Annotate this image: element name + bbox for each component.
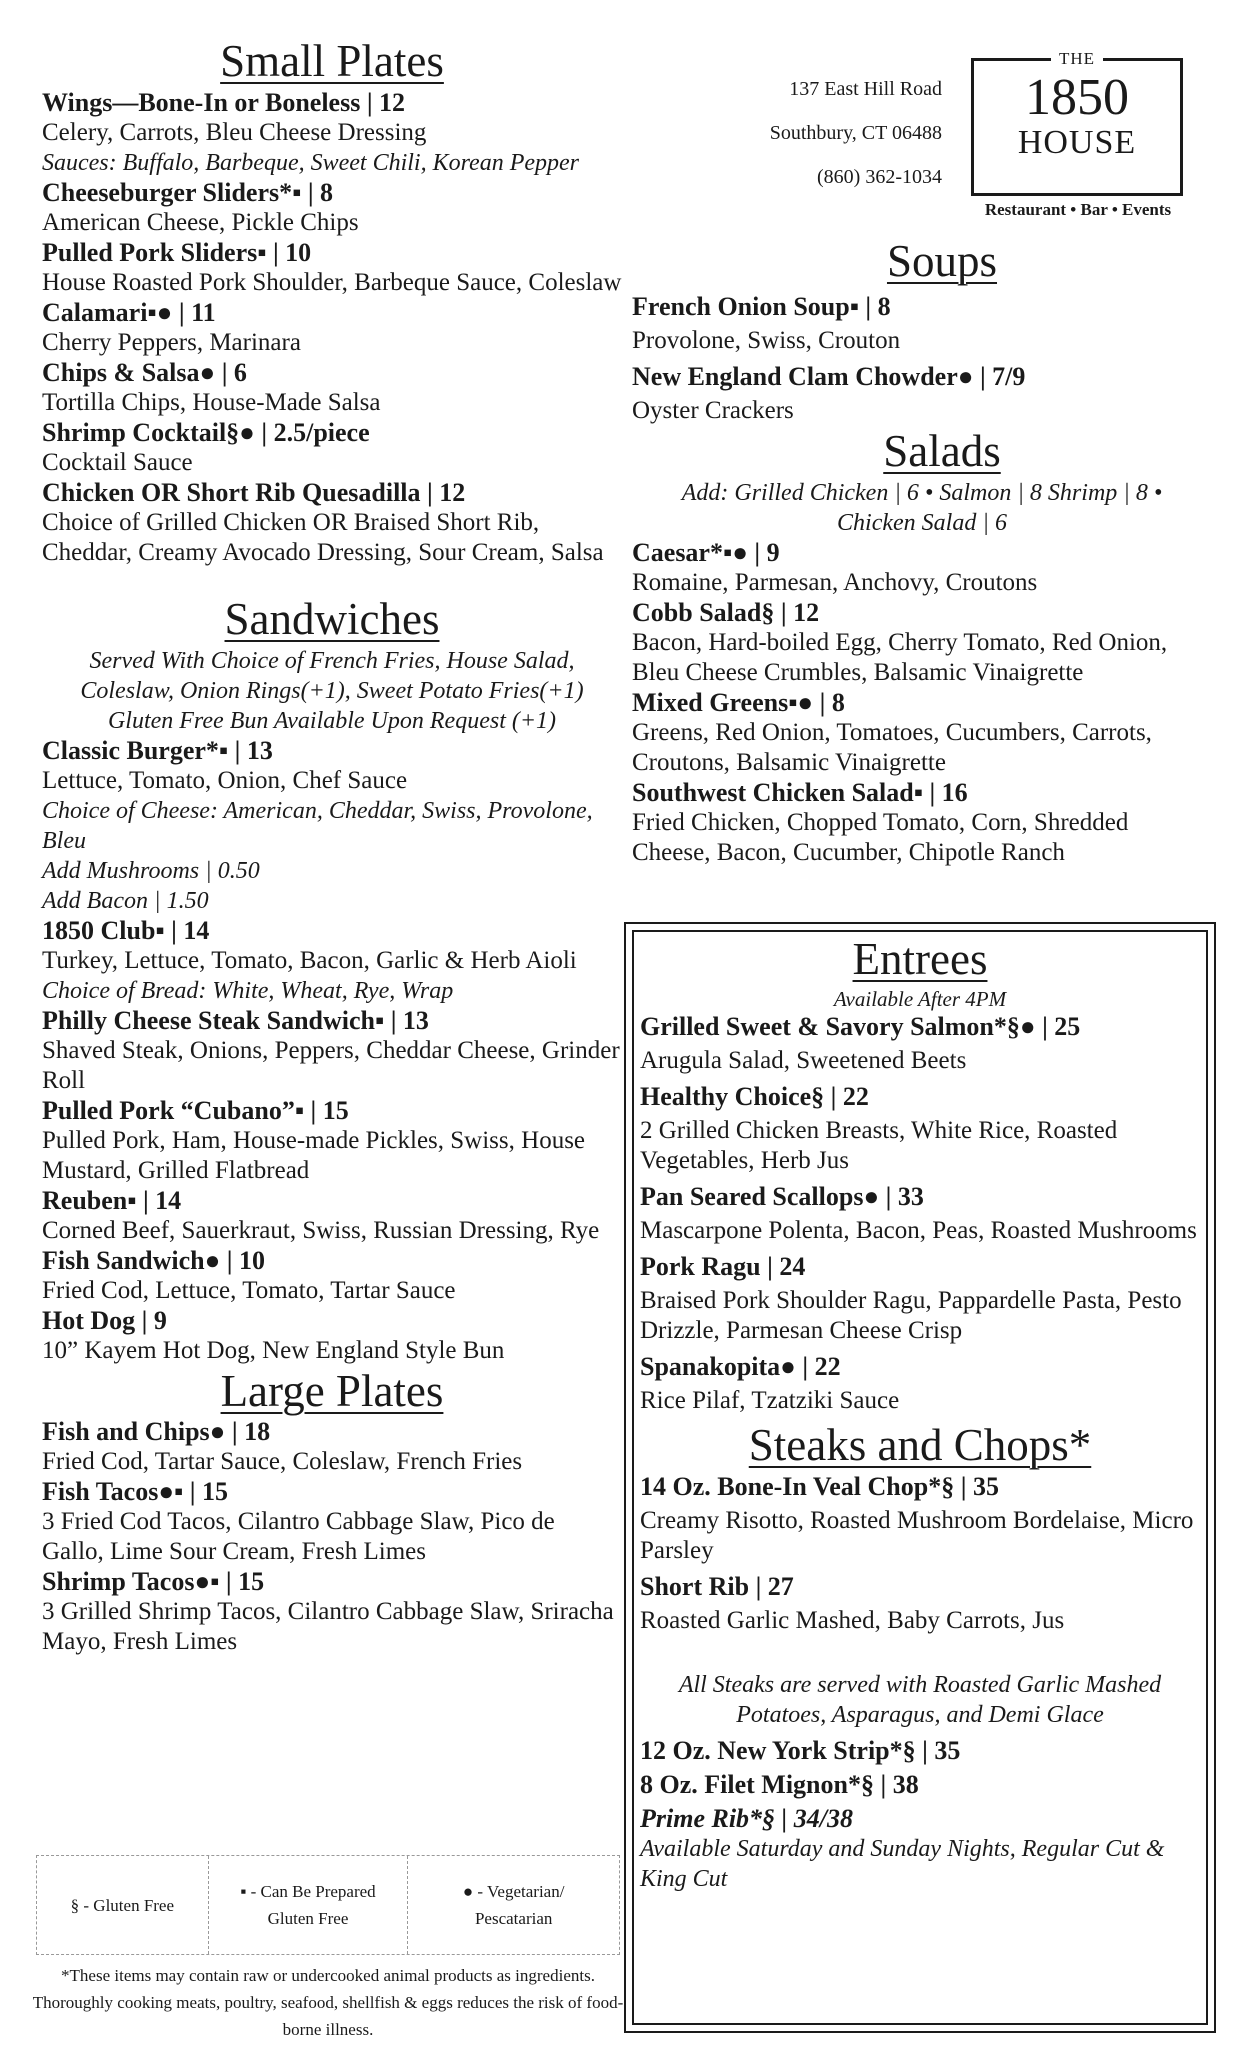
- logo-year: 1850: [1025, 69, 1129, 126]
- menu-item-desc: 2 Grilled Chicken Breasts, White Rice, Roasted Vegetables, Herb Jus: [640, 1116, 1118, 1174]
- menu-item-name: Spanakopita● | 22: [640, 1351, 841, 1381]
- menu-item-name: Hot Dog | 9: [42, 1305, 167, 1335]
- address-line: 137 East Hill Road: [789, 78, 942, 100]
- menu-item-name: 8 Oz. Filet Mignon*§ | 38: [640, 1769, 919, 1799]
- menu-item-name: Chicken OR Short Rib Quesadilla | 12: [42, 477, 466, 507]
- legend-can-be-gluten-free: ▪ - Can Be Prepared Gluten Free: [209, 1856, 409, 1954]
- soups-section: [632, 236, 1212, 868]
- menu-item-name: Pulled Pork “Cubano”▪ | 15: [42, 1095, 349, 1125]
- menu-item-note: Choice of Bread: White, Wheat, Rye, Wrap: [42, 977, 454, 1004]
- left-column: [42, 36, 622, 1657]
- menu-item-name: Fish Sandwich● | 10: [42, 1245, 265, 1275]
- menu-item-desc: Oyster Crackers: [632, 396, 794, 424]
- menu-item-name: Pan Seared Scallops● | 33: [640, 1181, 924, 1211]
- menu-item-desc: Corned Beef, Sauerkraut, Swiss, Russian Dressing, Rye: [42, 1216, 600, 1244]
- menu-item-desc: Celery, Carrots, Bleu Cheese Dressing: [42, 118, 427, 146]
- menu-item-name: French Onion Soup▪ | 8: [632, 291, 891, 321]
- menu-item-desc: Braised Pork Shoulder Ragu, Pappardelle Pasta, Pesto Drizzle, Parmesan Cheese Crisp: [640, 1286, 1182, 1344]
- menu-item-desc: Fried Cod, Lettuce, Tomato, Tartar Sauce: [42, 1276, 456, 1304]
- entrees-content: [640, 934, 1200, 1894]
- menu-item-desc: Turkey, Lettuce, Tomato, Bacon, Garlic & Herb Aioli: [42, 946, 577, 974]
- logo-tagline: Restaurant • Bar • Events: [984, 200, 1172, 219]
- menu-item-name: Short Rib | 27: [640, 1571, 794, 1601]
- menu-item-name: Grilled Sweet & Savory Salmon*§● | 25: [640, 1011, 1081, 1041]
- entrees-box: [624, 922, 1216, 2033]
- menu-item-name: Cobb Salad§ | 12: [632, 597, 820, 627]
- large-plates-title: Large Plates: [220, 1365, 444, 1416]
- menu-item-note: Choice of Cheese: American, Cheddar, Swiss, Provolone, Bleu: [42, 797, 593, 854]
- menu-item-name: Pork Ragu | 24: [640, 1251, 806, 1281]
- dietary-legend: [36, 1855, 620, 1955]
- menu-item-desc: Tortilla Chips, House-Made Salsa: [42, 388, 381, 416]
- menu-item-name: Shrimp Tacos●▪ | 15: [42, 1567, 265, 1597]
- restaurant-contact: [720, 78, 942, 188]
- steaks-title: Steaks and Chops*: [748, 1419, 1092, 1470]
- menu-item-name: Healthy Choice§ | 22: [640, 1081, 869, 1111]
- logo-house: HOUSE: [1017, 124, 1137, 161]
- sandwiches-title: Sandwiches: [224, 593, 440, 644]
- menu-item-desc: Romaine, Parmesan, Anchovy, Croutons: [632, 568, 1038, 596]
- menu-item-note: Add Mushrooms | 0.50: [42, 857, 260, 884]
- menu-item-desc: Greens, Red Onion, Tomatoes, Cucumbers, Carrots, Croutons, Balsamic Vinaigrette: [632, 718, 1152, 776]
- legend-gluten-free: § - Gluten Free: [37, 1856, 209, 1954]
- menu-item-desc: Roasted Garlic Mashed, Baby Carrots, Jus: [640, 1606, 1065, 1634]
- disclaimer: *These items may contain raw or undercooked animal products as ingredients. Thoroughly cooking meats, poultry, seafood, shellfish & eggs reduces the risk of food-borne illness.: [32, 1966, 624, 2039]
- menu-item-name: Cheeseburger Sliders*▪ | 8: [42, 177, 334, 207]
- menu-item-name: Wings—Bone-In or Boneless | 12: [42, 87, 406, 117]
- menu-item-name: Mixed Greens▪● | 8: [632, 687, 845, 717]
- sandwiches-note: Served With Choice of French Fries, House Salad, Coleslaw, Onion Rings(+1), Sweet Potato Fries(+1) Gluten Free Bun Available Upon Request (+1): [80, 647, 584, 734]
- menu-item-desc: 10” Kayem Hot Dog, New England Style Bun: [42, 1336, 505, 1364]
- salads-note: Add: Grilled Chicken | 6 • Salmon | 8 Shrimp | 8 • Chicken Salad | 6: [681, 479, 1163, 536]
- menu-item-desc: Rice Pilaf, Tzatziki Sauce: [640, 1386, 900, 1414]
- phone-number: (860) 362-1034: [817, 166, 942, 188]
- menu-item-desc: Lettuce, Tomato, Onion, Chef Sauce: [42, 766, 408, 794]
- legend-vegetarian: ● - Vegetarian/ Pescatarian: [462, 1882, 565, 1928]
- menu-item-desc: House Roasted Pork Shoulder, Barbeque Sauce, Coleslaw: [42, 268, 622, 296]
- menu-item-name: 12 Oz. New York Strip*§ | 35: [640, 1735, 961, 1765]
- menu-item-name: Reuben▪ | 14: [42, 1185, 182, 1215]
- menu-item-note: Sauces: Buffalo, Barbeque, Sweet Chili, Korean Pepper: [42, 149, 580, 176]
- entrees-title: Entrees: [852, 934, 988, 984]
- menu-item-name: Southwest Chicken Salad▪ | 16: [632, 777, 968, 807]
- menu-item-desc: Mascarpone Polenta, Bacon, Peas, Roasted Mushrooms: [640, 1216, 1197, 1244]
- menu-item-desc: Bacon, Hard-boiled Egg, Cherry Tomato, Red Onion, Bleu Cheese Crumbles, Balsamic Vinaigrette: [632, 628, 1168, 686]
- salads-title: Salads: [883, 425, 1001, 476]
- menu-item-desc: Creamy Risotto, Roasted Mushroom Bordelaise, Micro Parsley: [640, 1506, 1194, 1564]
- soups-title: Soups: [886, 236, 998, 286]
- logo-the: THE: [1051, 49, 1103, 68]
- menu-item-name: Chips & Salsa● | 6: [42, 357, 247, 387]
- menu-item-name: Calamari▪● | 11: [42, 297, 216, 327]
- menu-item-desc: Arugula Salad, Sweetened Beets: [640, 1046, 967, 1074]
- menu-item-name: Philly Cheese Steak Sandwich▪ | 13: [42, 1005, 429, 1035]
- menu-item-name: 1850 Club▪ | 14: [42, 915, 210, 945]
- menu-item-desc: 3 Grilled Shrimp Tacos, Cilantro Cabbage Slaw, Sriracha Mayo, Fresh Limes: [42, 1598, 614, 1656]
- menu-item-desc: Choice of Grilled Chicken OR Braised Short Rib, Cheddar, Creamy Avocado Dressing, Sour Cream, Salsa: [42, 508, 604, 566]
- logo: [971, 49, 1183, 196]
- menu-item-desc: 3 Fried Cod Tacos, Cilantro Cabbage Slaw, Pico de Gallo, Lime Sour Cream, Fresh Limes: [42, 1508, 555, 1566]
- menu-item-desc: Cherry Peppers, Marinara: [42, 328, 301, 356]
- small-plates-title: Small Plates: [220, 36, 444, 86]
- steaks-note: All Steaks are served with Roasted Garlic Mashed Potatoes, Asparagus, and Demi Glace: [678, 1671, 1162, 1728]
- menu-item-name: Prime Rib*§ | 34/38: [640, 1803, 854, 1833]
- menu-item-desc: Cocktail Sauce: [42, 448, 193, 476]
- menu-item-desc: Fried Cod, Tartar Sauce, Coleslaw, French Fries: [42, 1448, 523, 1476]
- city-line: Southbury, CT 06488: [769, 122, 942, 144]
- menu-item-name: Shrimp Cocktail§● | 2.5/piece: [42, 417, 370, 447]
- menu-item-desc: Fried Chicken, Chopped Tomato, Corn, Shredded Cheese, Bacon, Cucumber, Chipotle Ranch: [632, 808, 1129, 866]
- menu-item-name: 14 Oz. Bone-In Veal Chop*§ | 35: [640, 1471, 999, 1501]
- menu-item-desc: Shaved Steak, Onions, Peppers, Cheddar Cheese, Grinder Roll: [42, 1036, 620, 1094]
- menu-item-note: Add Bacon | 1.50: [42, 887, 209, 914]
- menu-item-desc: American Cheese, Pickle Chips: [42, 208, 359, 236]
- menu-item-name: Pulled Pork Sliders▪ | 10: [42, 237, 312, 267]
- menu-item-desc: Provolone, Swiss, Crouton: [632, 326, 901, 354]
- menu-item-name: Fish and Chips● | 18: [42, 1417, 271, 1447]
- menu-item-name: Caesar*▪● | 9: [632, 537, 780, 567]
- menu-item-note: Available Saturday and Sunday Nights, Regular Cut & King Cut: [640, 1835, 1165, 1892]
- menu-item-desc: Pulled Pork, Ham, House-made Pickles, Swiss, House Mustard, Grilled Flatbread: [42, 1126, 586, 1184]
- entrees-note: Available After 4PM: [833, 986, 1007, 1011]
- menu-item-name: Fish Tacos●▪ | 15: [42, 1477, 228, 1507]
- small-plates-list: [42, 88, 622, 568]
- entrees-inner-border: [632, 930, 1208, 2025]
- menu-item-name: New England Clam Chowder● | 7/9: [632, 361, 1026, 391]
- menu-item-name: Classic Burger*▪ | 13: [42, 735, 273, 765]
